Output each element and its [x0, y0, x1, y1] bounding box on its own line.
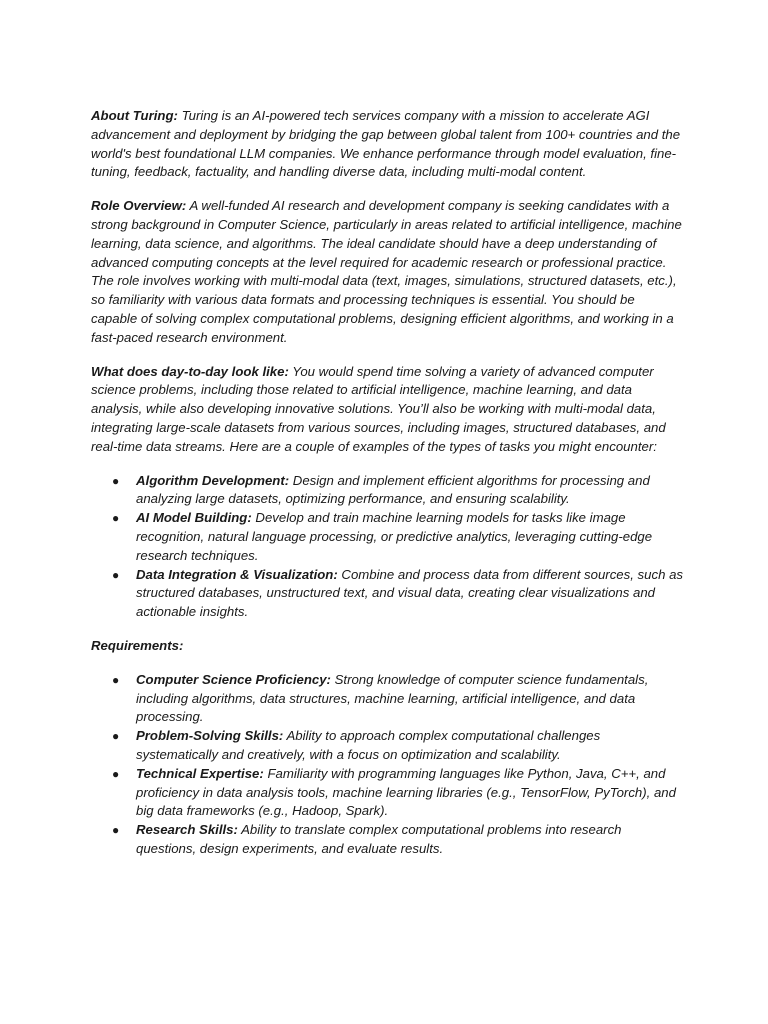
day-to-day-paragraph	[91, 363, 683, 457]
list-item-label: AI Model Building:	[136, 510, 252, 526]
bullet-icon: ●	[112, 511, 120, 526]
list-item	[91, 566, 683, 622]
bullet-icon: ●	[112, 766, 120, 781]
about-label: About Turing:	[91, 108, 178, 123]
requirements-list	[91, 671, 683, 859]
list-item-label: Technical Expertise:	[136, 765, 264, 781]
role-overview-text: A well-funded AI research and development company is seeking candidates with a strong background in Computer Science, particularly in areas related to artificial intelligence, machine learning, data science, and algorithms. The ideal candidate should have a deep understanding of advanced computing concepts at the level required for academic research or professional practice. The role involves working with multi-modal data (text, images, simulations, structured datasets, etc.), so familiarity with various data formats and processing techniques is essential. You should be capable of solving complex computational problems, designing efficient algorithms, and working in a fast-paced research environment.	[91, 198, 682, 345]
about-paragraph	[91, 107, 683, 182]
requirements-heading: Requirements:	[91, 637, 184, 653]
bullet-icon: ●	[112, 729, 120, 744]
list-item	[91, 727, 683, 765]
list-item-text: Ability to approach complex computational challenges systematically and creatively, with a focus on optimization and scalability.	[136, 728, 601, 762]
list-item-text: Design and implement efficient algorithms for processing and analyzing large datasets, optimizing performance, and ensuring scalability.	[136, 472, 650, 507]
role-overview-label: Role Overview:	[91, 198, 187, 214]
list-item-label: Computer Science Proficiency:	[136, 671, 331, 687]
tasks-list	[91, 472, 683, 622]
list-item	[91, 821, 683, 859]
list-item-label: Data Integration & Visualization:	[136, 566, 338, 582]
list-item-text: Ability to translate complex computational problems into research questions, design experiments, and evaluate results.	[136, 822, 622, 856]
list-item	[91, 509, 683, 565]
list-item	[91, 472, 683, 510]
day-to-day-text: You would spend time solving a variety of advanced computer science problems, including those related to artificial intelligence, machine learning, and data analysis, while also developing innovative solutions. You’ll also be working with multi-modal data, integrating large-scale datasets from various sources, including images, structured databases, and real-time data streams. Here are a couple of examples of the types of tasks you might encounter:	[91, 363, 666, 454]
list-item-text: Strong knowledge of computer science fundamentals, including algorithms, data structures, machine learning, artificial intelligence, and data processing.	[136, 671, 649, 725]
list-item-label: Research Skills:	[136, 822, 238, 838]
bullet-icon: ●	[112, 823, 120, 838]
list-item-label: Algorithm Development:	[136, 472, 290, 488]
list-item-text: Develop and train machine learning models for tasks like image recognition, natural language processing, or predictive analytics, leveraging cutting-edge research techniques.	[136, 510, 653, 563]
document-page	[91, 107, 683, 874]
list-item-text: Familiarity with programming languages like Python, Java, C++, and proficiency in data analysis tools, machine learning libraries (e.g., TensorFlow, PyTorch), and big data frameworks (e.g., Hadoop, Spark).	[136, 765, 676, 819]
bullet-icon: ●	[112, 567, 120, 582]
list-item	[91, 765, 683, 821]
list-item-text: Combine and process data from different sources, such as structured databases, unstructured text, and visual data, creating clear visualizations and actionable insights.	[136, 566, 683, 620]
about-text: Turing is an AI-powered tech services company with a mission to accelerate AGI advancement and deployment by bridging the gap between global talent from 100+ countries and the world's best foundational LLM companies. We enhance performance through model evaluation, fine-tuning, feedback, factuality, and handling diverse data, including multi-modal content.	[91, 108, 681, 180]
role-overview-paragraph	[91, 197, 683, 347]
bullet-icon: ●	[112, 672, 120, 687]
day-to-day-label: What does day-to-day look like:	[91, 363, 289, 379]
list-item	[91, 671, 683, 727]
bullet-icon: ●	[112, 473, 120, 488]
list-item-label: Problem-Solving Skills:	[136, 728, 284, 744]
